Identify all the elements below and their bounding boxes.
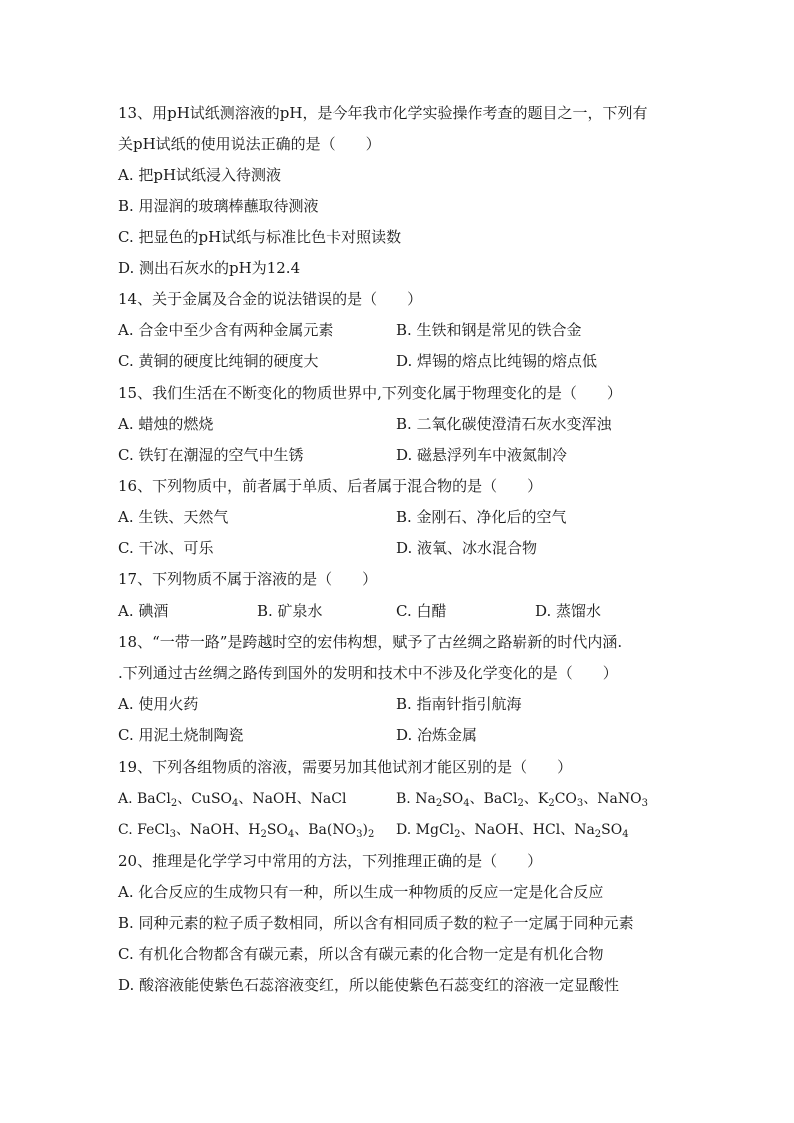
q17-option-c: C. 白醋	[396, 602, 447, 620]
q15-option-c: C. 铁钉在潮湿的空气中生锈	[118, 446, 304, 464]
q18-stem-line1: 18、“一带一路”是跨越时空的宏伟构想，赋予了古丝绸之路崭新的时代内涵.	[118, 633, 623, 651]
q13-option-a: A. 把pH试纸浸入待测液	[118, 166, 282, 184]
q18-option-c: C. 用泥土烧制陶瓷	[118, 726, 244, 744]
q20-option-a: A. 化合反应的生成物只有一种，所以生成一种物质的反应一定是化合反应	[118, 883, 604, 901]
q16-option-d: D. 液氧、冰水混合物	[396, 539, 538, 557]
q14-option-b: B. 生铁和钢是常见的铁合金	[396, 321, 582, 339]
q15-option-d: D. 磁悬浮列车中液氮制冷	[396, 446, 568, 464]
q18-option-d: D. 冶炼金属	[396, 726, 478, 744]
q19-option-d: D. MgCl$_2$、NaOH、HCl、$Na_2SO_4$	[396, 822, 629, 840]
q19-option-b: B. $Na_2SO_4$、BaCl$_2$、$K_2CO_3$、NaNO$_3$	[396, 791, 648, 809]
q20-stem: 20、推理是化学学习中常用的方法，下列推理正确的是（ ）	[118, 852, 543, 870]
q18-stem-line2: .下列通过古丝绸之路传到国外的发明和技术中不涉及化学变化的是（ ）	[118, 664, 618, 682]
q19-option-a: A. BaCl$_2$、CuSO$_4$、NaOH、NaCl	[118, 791, 347, 809]
q17-option-d: D. 蒸馏水	[535, 602, 602, 620]
q20-option-c: C. 有机化合物都含有碳元素，所以含有碳元素的化合物一定是有机化合物	[118, 945, 604, 963]
q13-stem-line2: 关pH试纸的使用说法正确的是（ ）	[118, 135, 381, 153]
q14-option-d: D. 焊锡的熔点比纯锡的熔点低	[396, 352, 598, 370]
q13-option-c: C. 把显色的pH试纸与标准比色卡对照读数	[118, 228, 402, 246]
q19-option-c: C. FeCl$_3$、NaOH、$H_2SO_4$、$Ba(NO_3)_2$	[118, 822, 375, 840]
q13-option-b: B. 用湿润的玻璃棒蘸取待测液	[118, 197, 319, 215]
q20-option-d: D. 酸溶液能使紫色石蕊溶液变红，所以能使紫色石蕊变红的溶液一定显酸性	[118, 976, 620, 994]
q16-option-c: C. 干冰、可乐	[118, 539, 214, 557]
q13-option-d: D. 测出石灰水的pH为12.4	[118, 259, 301, 277]
q18-option-a: A. 使用火药	[118, 695, 199, 713]
q15-option-a: A. 蜡烛的燃烧	[118, 415, 214, 433]
q14-stem: 14、关于金属及合金的说法错误的是（ ）	[118, 290, 423, 308]
q17-option-b: B. 矿泉水	[257, 602, 323, 620]
q15-stem: 15、我们生活在不断变化的物质世界中,下列变化属于物理变化的是（ ）	[118, 384, 622, 402]
q16-option-a: A. 生铁、天然气	[118, 508, 229, 526]
q14-option-c: C. 黄铜的硬度比纯铜的硬度大	[118, 352, 319, 370]
q20-option-b: B. 同种元素的粒子质子数相同，所以含有相同质子数的粒子一定属于同种元素	[118, 914, 634, 932]
q13-stem-line1: 13、用pH试纸测溶液的pH，是今年我市化学实验操作考查的题目之一，下列有	[118, 104, 648, 122]
q17-option-a: A. 碘酒	[118, 602, 169, 620]
q19-stem: 19、下列各组物质的溶液，需要另加其他试剂才能区别的是（ ）	[118, 758, 573, 776]
q17-stem: 17、下列物质不属于溶液的是（ ）	[118, 570, 378, 588]
q16-stem: 16、下列物质中，前者属于单质、后者属于混合物的是（ ）	[118, 477, 543, 495]
q15-option-b: B. 二氧化碳使澄清石灰水变浑浊	[396, 415, 612, 433]
q16-option-b: B. 金刚石、净化后的空气	[396, 508, 567, 526]
q14-option-a: A. 合金中至少含有两种金属元素	[118, 321, 334, 339]
q18-option-b: B. 指南针指引航海	[396, 695, 522, 713]
